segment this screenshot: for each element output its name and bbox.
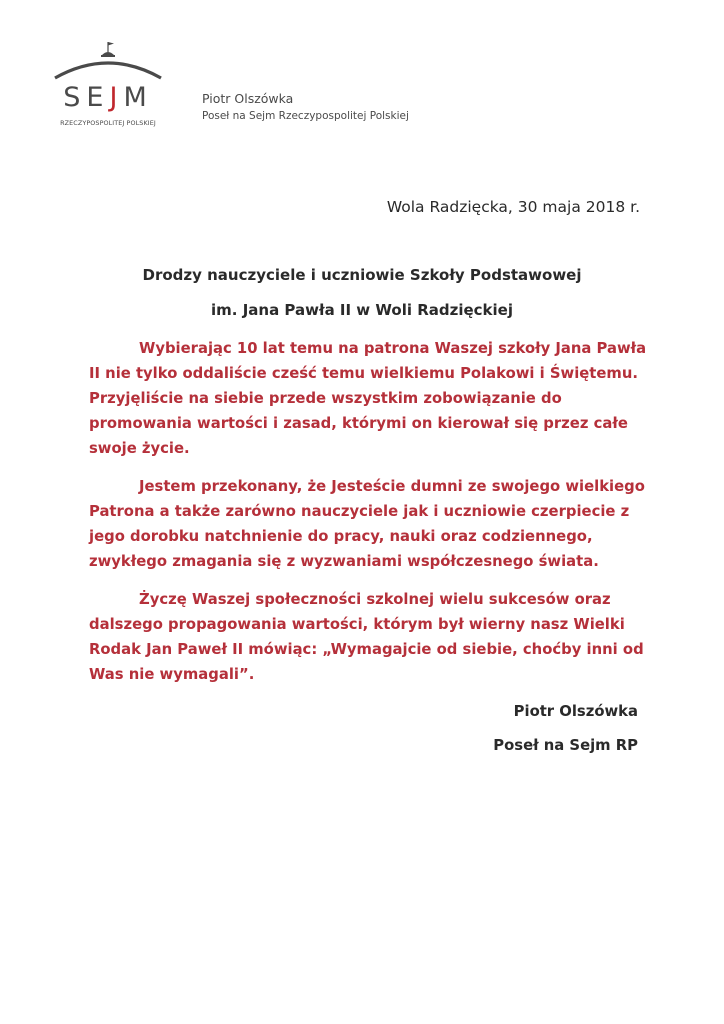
sejm-logo (52, 38, 164, 130)
letter-date: Wola Radzięcka, 30 maja 2018 r. (386, 198, 640, 216)
paragraph-1: Wybierając 10 lat temu na patrona Waszej szkoły Jana Pawła II nie tylko oddaliście cześć temu wielkiemu Polakowi i Świętemu. Przyjęliście na siebie przede wszystkim zobowiązanie do promowania wartości i zasad, którymi on kierował się przez całe swoje życie. (89, 340, 647, 457)
logo-wordmark: SEJM (63, 82, 153, 113)
parliament-dome-icon (52, 38, 164, 84)
sender-role: Poseł na Sejm Rzeczypospolitej Polskiej (202, 110, 409, 122)
signature-role: Poseł na Sejm RP (493, 737, 638, 754)
letter-salutation-line-1: Drodzy nauczyciele i uczniowie Szkoły Podstawowej (142, 266, 582, 284)
signature-name: Piotr Olszówka (513, 703, 638, 720)
logo-subtitle: RZECZYPOSPOLITEJ POLSKIEJ (60, 119, 156, 127)
letter-salutation-line-2: im. Jana Pawła II w Woli Radzięckiej (211, 301, 513, 319)
letter-body (89, 336, 649, 700)
paragraph-2: Jestem przekonany, że Jesteście dumni ze swojego wielkiego Patrona a także zarówno nauczyciele jak i uczniowie czerpiecie z jego dorobku natchnienie do pracy, nauki oraz codziennego, zwykłego zmagania się z wyzwaniami współczesnego świata. (89, 478, 645, 570)
sender-name: Piotr Olszówka (202, 91, 294, 106)
paragraph-3: Życzę Waszej społeczności szkolnej wielu sukcesów oraz dalszego propagowania wartości, którym był wierny nasz Wielki Rodak Jan Paweł II mówiąc: „Wymagajcie od siebie, choćby inni od Was nie wymagali”. (89, 591, 644, 683)
